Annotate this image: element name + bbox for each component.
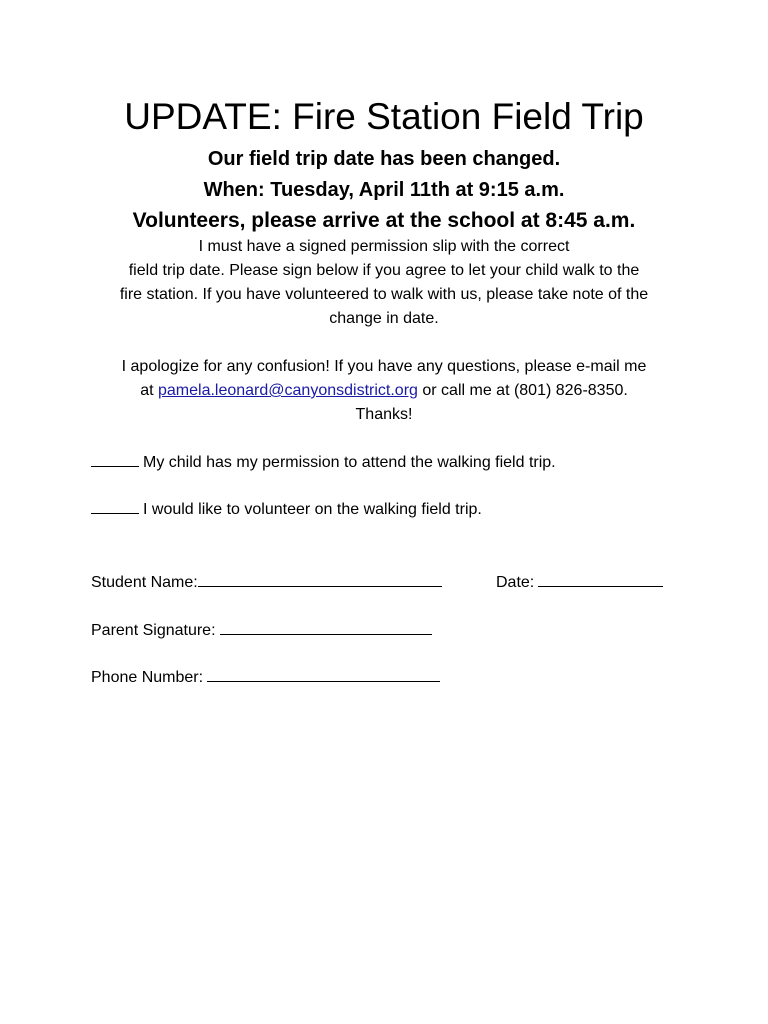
date-row: [496, 572, 663, 594]
student-name-label: Student Name:: [91, 574, 198, 591]
student-name-row: [91, 572, 442, 594]
permission-instructions: [80, 235, 688, 331]
phone-number-field[interactable]: [207, 667, 440, 682]
apology-line: I apologize for any confusion! If you have any questions, please e-mail me: [121, 358, 647, 375]
student-name-field[interactable]: [198, 572, 442, 587]
instruction-line: I must have a signed permission slip with the correct: [198, 238, 570, 255]
permission-check-blank[interactable]: [91, 452, 139, 467]
phone-number-label: Phone Number:: [91, 669, 204, 686]
phone-text: or call me at (801) 826-8350.: [417, 382, 628, 399]
permission-check-label: My child has my permission to attend the walking field trip.: [143, 454, 556, 471]
parent-signature-row: [91, 620, 432, 642]
volunteer-check-blank[interactable]: [91, 499, 139, 514]
instruction-line: change in date.: [329, 310, 439, 327]
volunteer-arrival-line: Volunteers, please arrive at the school at 8:45 a.m.: [132, 209, 636, 232]
volunteer-check-item: [91, 499, 482, 521]
document-title: UPDATE: Fire Station Field Trip: [124, 96, 644, 137]
email-link[interactable]: pamela.leonard@canyonsdistrict.org: [157, 382, 418, 399]
trip-when-line: When: Tuesday, April 11th at 9:15 a.m.: [203, 179, 565, 201]
date-label: Date:: [496, 574, 535, 591]
phone-number-row: [91, 667, 440, 689]
volunteer-check-label: I would like to volunteer on the walking field trip.: [143, 501, 482, 518]
contact-line: [80, 379, 688, 403]
instruction-line: fire station. If you have volunteered to walk with us, please take note of the: [119, 286, 649, 303]
date-changed-notice: Our field trip date has been changed.: [207, 148, 561, 170]
contact-prefix: at: [140, 382, 158, 399]
permission-check-item: [91, 452, 556, 474]
contact-paragraph: [80, 355, 688, 427]
thanks-line: Thanks!: [355, 406, 413, 423]
parent-signature-field[interactable]: [220, 620, 432, 635]
date-field[interactable]: [538, 572, 663, 587]
instruction-line: field trip date. Please sign below if you agree to let your child walk to the: [128, 262, 640, 279]
parent-signature-label: Parent Signature:: [91, 622, 216, 639]
